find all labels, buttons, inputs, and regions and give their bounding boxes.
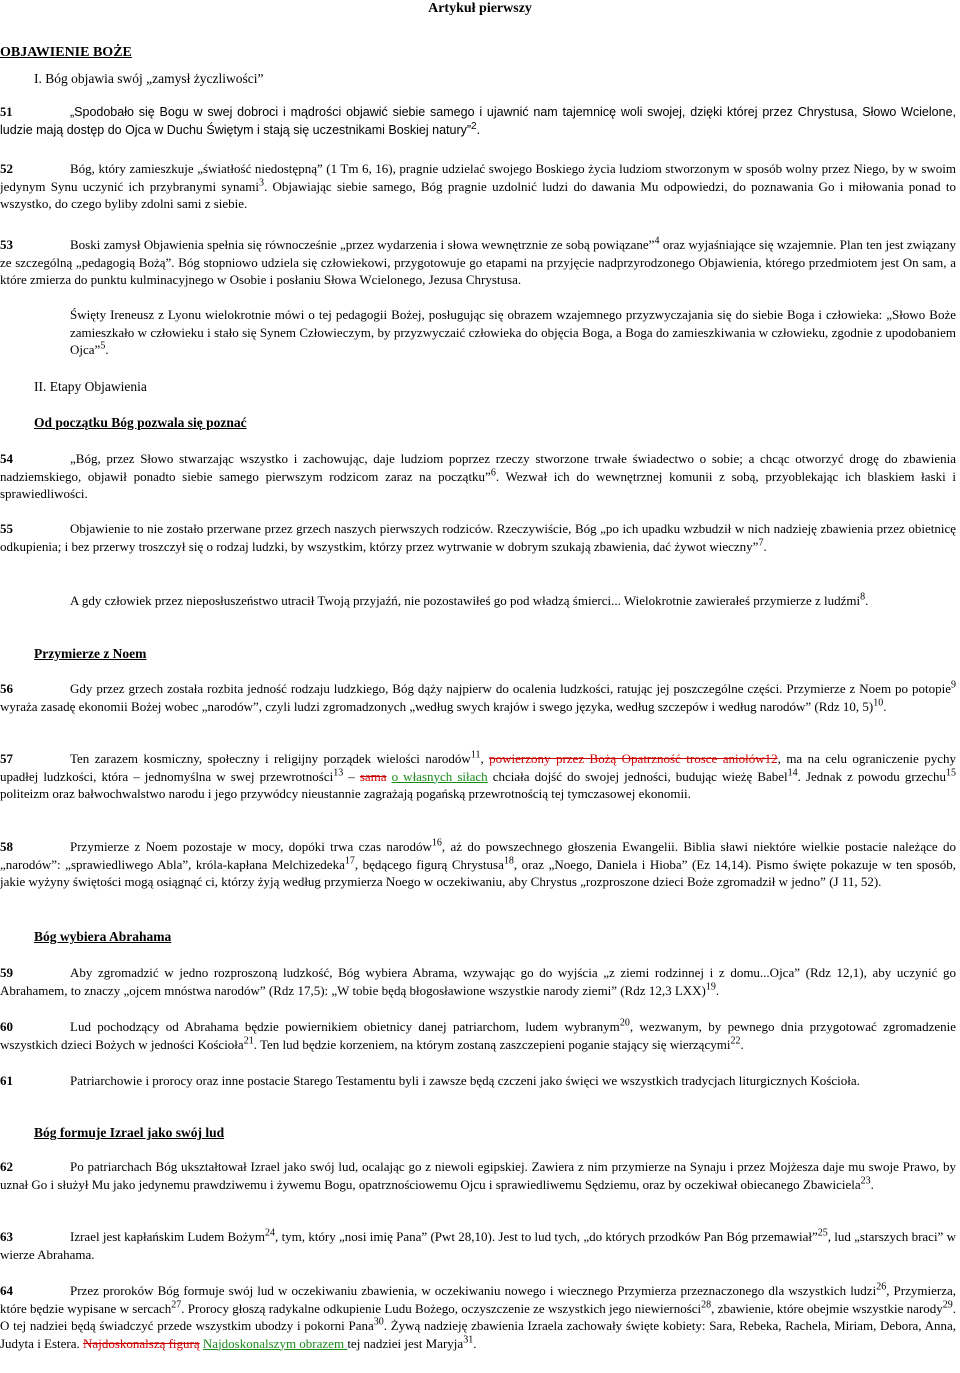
paragraph-57 [0,750,956,803]
paragraph-text: Przymierze z Noem pozostaje w mocy, dopóki trwa czas narodów [70,839,432,854]
paragraph-text: – [343,768,360,784]
footnote-ref[interactable]: 19 [705,981,716,993]
footnote-ref[interactable]: 27 [171,1299,182,1311]
footnote-ref[interactable]: 5 [100,340,106,352]
paragraph-text: , oraz „Noego, Daniela i Hioba” (Ez 14,14). Pismo święte pokazuje w ten sposób, jakie wyżyny świętości mogą osiągnąć ci, którzy żyją według przymierza Noego w oczekiwaniu, aby Chrystus „rozproszone dzieci Boże zgromadził w jedno” (J 11, 52). [0,856,956,889]
subheading-4: Bóg formuje Izrael jako swój lud [34,1125,225,1140]
section-heading-1: I. Bóg objawia swój „zamysł życzliwości” [34,71,264,86]
paragraph-text: Lud pochodzący od Abrahama będzie powiernikiem obietnicy danej patriarchom, ludem wybranym [70,1019,620,1034]
subheading-3: Bóg wybiera Abrahama [34,929,172,944]
footnote-ref[interactable]: 7 [758,537,764,549]
paragraph-54 [0,450,956,503]
paragraph-text: . Objawiając siebie samego, Bóg pragnie uzdolnić ludzi do dawania Mu odpowiedzi, do poznawania Go i miłowania ponad to wszystko, do czego byliby zdolni sami z siebie. [0,178,956,211]
footnote-ref[interactable]: 3 [258,177,264,189]
paragraph-text: , wezwanym, by pewnego dnia przygotować zgromadzenie wszystkich dzieci Bożych w jedności Kościoła [0,1019,956,1052]
footnote-ref[interactable]: 31 [463,1334,474,1346]
deleted-text: sama [359,768,387,784]
paragraph-text: Boski zamysł Objawienia spełnia się równocześnie „przez wydarzenia i słowa wewnętrznie ze sobą powiązane” [70,237,655,252]
footnote-ref[interactable]: 8 [860,591,866,603]
paragraph-end: . [865,593,869,608]
paragraph-text: . Ten lud będzie korzeniem, na którym zostaną zaszczepieni poganie stający się wierzącymi [253,1036,731,1052]
section-heading-2: II. Etapy Objawienia [34,379,147,394]
paragraph-60 [0,1018,956,1053]
subheading-2: Przymierze z Noem [34,646,147,661]
paragraph-text: , aż do powszechnego głoszenia Ewangelii. Biblia sławi niektóre wielkie postacie należące do „narodów”: „sprawiedliwego Abla”, króla-kapłana Melchizedeka [0,839,956,872]
footnote-ref[interactable]: 23 [860,1175,871,1187]
footnote-ref[interactable]: 4 [654,235,660,247]
footnote-ref[interactable]: 21 [243,1035,254,1047]
paragraph-number: 55 [0,521,13,536]
paragraph-text: , tym, który „nosi imię Pana” (Pwt 28,10). Jest to lud tych, „do których przodków Pan Bóg przemawiał” [275,1229,818,1244]
paragraph-end: . [740,1036,744,1052]
paragraph-text: Ten zarazem kosmiczny, społeczny i religijny porządek wielości narodów [70,751,471,766]
paragraph-end: . [476,122,481,137]
footnote-ref[interactable]: 26 [876,1281,887,1293]
paragraph-text: Gdy przez grzech została rozbita jedność rodzaju ludzkiego, Bóg dąży najpierw do ocalenia ludzkości, ratując jej poszczególne części. Przymierze z Noem po potopie [70,681,951,696]
paragraph-text: Izrael jest kapłańskim Ludem Bożym [70,1229,266,1244]
paragraph-text: „Bóg, przez Słowo stwarzając wszystko i zachowując, daje ludziom poprzez rzeczy stworzone trwałe świadectwo o sobie; a chcąc otworzyć drogę do zbawienia nadziemskiego, objawił ponadto siebie samego pierwszym rodzicom zaraz na początku” [0,451,956,484]
inserted-text: Najdoskonalszym obrazem [202,1335,348,1351]
footnote-ref[interactable]: 6 [490,467,496,479]
footnote-ref[interactable]: 28 [701,1299,712,1311]
footnote-ref[interactable]: 17 [344,855,355,867]
paragraph-number: 64 [0,1283,13,1298]
paragraph-number: 52 [0,161,13,176]
footnote-ref[interactable]: 20 [619,1017,630,1029]
paragraph-52 [0,160,956,213]
deleted-text: powierzony przez Bożą Opatrzność trosce aniołów12 [489,751,778,766]
footnote-ref[interactable]: 18 [503,855,514,867]
paragraph-number: 60 [0,1019,13,1034]
footnote-ref[interactable]: 13 [333,767,344,779]
paragraph-text: oraz wyjaśniające się wzajemnie. Plan ten jest związany ze szczególną „pedagogią Bożą”. Bóg stopniowo udziela się człowiekowi, przygotowuje go etapami na przyjęcie nadprzyrodzonego Objawienia, którego przedmiotem jest On sam, a które zmierza do punktu kulminacyjnego w Osobie i posłaniu Słowa Wcielonego, Jezusa Chrystusa. [0,237,956,287]
footnote-ref[interactable]: 10 [873,697,884,709]
paragraph-text: . Jednak z powodu grzechu [797,768,947,784]
paragraph-end: . [883,698,887,714]
paragraph-end: . [473,1335,477,1351]
paragraph-text: , [480,751,490,766]
footnote-ref[interactable]: 9 [951,679,956,691]
paragraph-number: 51 [0,105,13,119]
paragraph-number: 57 [0,751,13,766]
paragraph-number: 54 [0,451,13,466]
paragraph-number: 61 [0,1073,13,1088]
paragraph-text: , lud „starszych braci” w wierze Abrahama. [0,1229,956,1262]
paragraph-end: . [870,1176,874,1192]
paragraph-number: 59 [0,965,13,980]
footnote-ref[interactable]: 16 [431,837,442,849]
paragraph-text: Po patriarchach Bóg ukształtował Izrael jako swój lud, ocalając go z niewoli egipskiej. Zawiera z nim przymierze na Synaju i przez Mojżesza daje mu swoje Prawo, by uznał Go i służył Mu jako jedynemu prawdziwemu i żywemu Bogu, opatrznościowemu Ojcu i sprawiedliwemu Sędziemu, oraz by oczekiwał obiecanego Zbawiciela [0,1159,956,1192]
paragraph-text: . Prorocy głoszą radykalne odkupienie Ludu Bożego, oczyszczenie ze wszystkich jego niewierności [181,1300,702,1316]
paragraph-number: 53 [0,237,13,252]
paragraph-text: . Wezwał ich do wewnętrznej komunii z sobą, przyoblekając ich blaskiem łaski i sprawiedliwości. [0,468,956,501]
paragraph-text: chciała dojść do swojej jedności, budując wieżę Babel [487,768,788,784]
paragraph-text: Bóg, który zamieszkuje „światłość niedostępną” (1 Tm 6, 16), pragnie udzielać swojego Boskiego życia ludziom stworzonym w sposób wolny przez Niego, by w swoim jedynym Synu uczynić ich przybranymi synami [0,161,956,194]
footnote-ref[interactable]: 14 [787,767,798,779]
paragraph-text: Objawienie to nie zostało przerwane przez grzech naszych pierwszych rodziców. Rzeczywiście, Bóg „po ich upadku wzbudził w nich nadzieję zbawienia przez obietnicę odkupienia; i bez przerwy troszczył się o rodzaj ludzki, by wszystkim, którzy przez wytrwanie w dobrym szukają zbawienia, dać żywot wieczny” [0,521,956,554]
subheading-1: Od początku Bóg pozwala się poznać [34,415,247,430]
paragraph-text: , ma na celu ograniczenie pychy upadłej ludzkości, która – jednomyślna w swej przewrotności [0,751,957,784]
paragraph-58 [0,838,956,891]
footnote-ref[interactable]: 22 [730,1035,741,1047]
paragraph-number: 63 [0,1229,13,1244]
paragraph-text: Przez proroków Bóg formuje swój lud w oczekiwaniu zbawienia, w oczekiwaniu nowego i wiecznego Przymierza przeznaczonego dla wszystkich ludzi [70,1283,877,1298]
footnote-ref[interactable]: 30 [373,1316,384,1328]
paragraph-text: A gdy człowiek przez nieposłuszeństwo utracił Twoją przyjaźń, nie pozostawiłeś go pod władzą śmierci... Wielokrotnie zawierałeś przymierze z ludźmi [70,593,861,608]
paragraph-53 [0,236,956,289]
paragraph-55 [0,520,956,555]
paragraph-text: , zbawienie, które obejmie wszystkie narody [711,1300,943,1316]
paragraph-51 [0,104,956,139]
paragraph-61 [0,1072,956,1090]
paragraph-text: Patriarchowie i prorocy oraz inne postacie Starego Testamentu byli i zawsze będą czczeni jako święci we wszystkich tradycjach liturgicznych Kościoła. [70,1073,860,1088]
paragraph-text: „Spodobało się Bogu w swej dobroci i mądrości objawić siebie samego i ujawnić nam tajemnicę woli swojej, dzięki której przez Chrystusa, Słowo Wcielone, ludzie mają dostęp do Ojca w Duchu Świętym i stają się uczestnikami Boskiej natury” [0,105,956,137]
paragraph-text: politeizm oraz bałwochwalstwo narodu i jego przywódcy nieustannie zagrażają pogańską przewrotnością tej tymczasowej ekonomii. [0,786,691,801]
paragraph-text: wyraża zasadę ekonomii Bożej wobec „narodów”, czyli ludzi zgromadzonych „według swych krajów i swego języka, według szczepów i według narodów” (Rdz 10, 5) [0,698,874,714]
paragraph-text: , będącego figurą Chrystusa [354,856,504,872]
inserted-text: o własnych siłach [391,768,488,784]
footnote-ref[interactable]: 25 [817,1227,828,1239]
paragraph-text: Aby zgromadzić w jedno rozproszoną ludzkość, Bóg wybiera Abrama, wzywając go do wyjścia „z ziemi rodzinnej i z domu...Ojca” (Rdz 12,1), aby uczynić go Abrahamem, to znaczy „ojcem mnóstwa narodów” (Rdz 17,5): „W tobie będą błogosławione wszystkie narody ziemi” (Rdz 12,3 LXX) [0,965,956,998]
footnote-ref[interactable]: 29 [942,1299,953,1311]
paragraph-number: 56 [0,681,13,696]
deleted-text: Najdoskonalszą figurą [83,1335,200,1351]
paragraph-end: . [715,982,720,998]
paragraph-text: . [763,538,767,554]
paragraph-text: . O tej nadziei będą świadczyć przede wszystkim ubodzy i pokorni Pana [0,1300,956,1333]
paragraph-text: . Żywą nadzieję zbawienia Izraela zachowały święte kobiety: Sara, Rebeka, Rachela, Miriam, Debora, Anna, Judyta i Estera. [0,1318,956,1351]
paragraph-64 [0,1282,956,1352]
paragraph-number: 62 [0,1159,13,1174]
paragraph-62 [0,1158,956,1193]
paragraph-56 [0,680,956,715]
paragraph-end: . [105,342,109,357]
chapter-heading: OBJAWIENIE BOŻE [0,45,132,60]
footnote-ref[interactable]: 24 [265,1227,276,1239]
paragraph-55-quote [70,592,956,610]
paragraph-text: Święty Ireneusz z Lyonu wielokrotnie mówi o tej pedagogii Bożej, posługując się obrazem wzajemnego przyzwyczajania się do siebie Boga i człowieka: „Słowo Boże zamieszkało w człowieku i stało się Synem Człowieczym, by przyzwyczaić człowieka do objęcia Boga, a Boga do zamieszkiwania w człowieku, zgodnie z upodobaniem Ojca” [70,307,956,357]
footnote-ref[interactable]: 2 [471,120,477,132]
paragraph-53-quote [70,306,956,359]
footnote-ref[interactable]: 15 [946,767,957,779]
paragraph-63 [0,1228,956,1263]
article-title: Artykuł pierwszy [428,1,532,16]
paragraph-text: tej nadziei jest Maryja [347,1335,464,1351]
paragraph-text: , Przymierza, które będzie wypisane w sercach [0,1283,956,1316]
paragraph-59 [0,964,956,999]
paragraph-number: 58 [0,839,13,854]
footnote-ref[interactable]: 11 [470,749,481,761]
